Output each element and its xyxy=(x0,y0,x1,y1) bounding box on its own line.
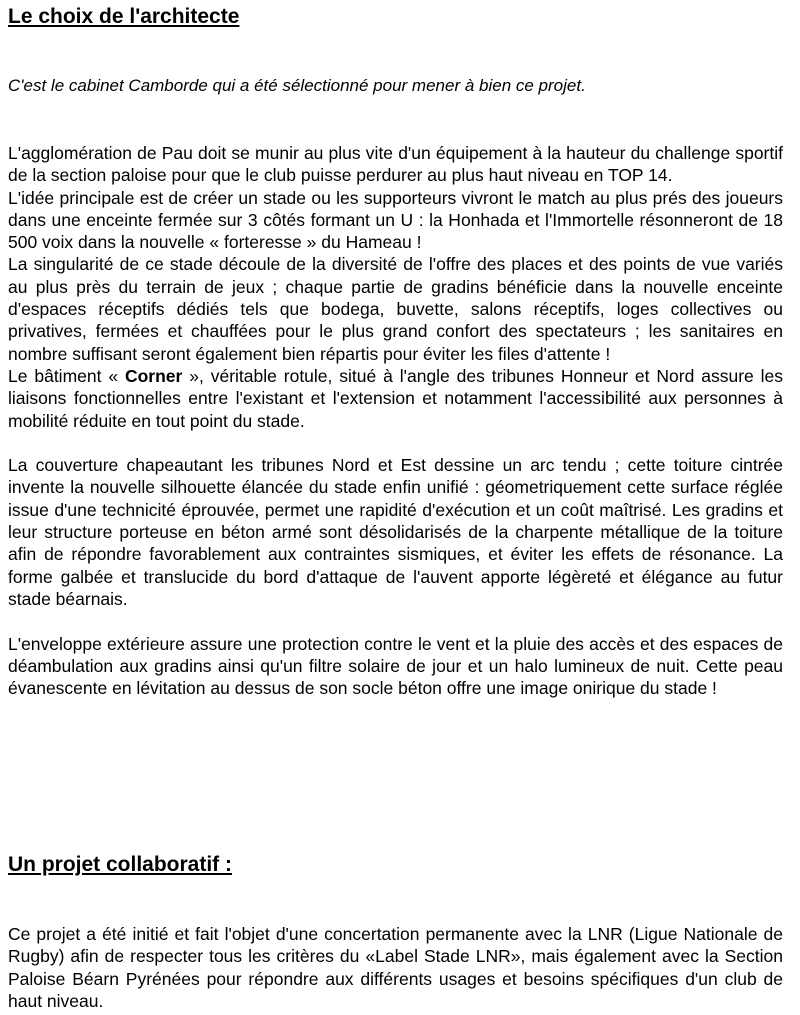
section-title-collaborative: Un projet collaboratif : xyxy=(8,853,233,876)
paragraph-gap xyxy=(8,432,783,454)
corner-text-after: », véritable rotule, situé à l'angle des tribunes Honneur et Nord assure les liaisons fonctionnelles entre l'existant et l'extension et notamment l'accessibilité aux personnes à mobilité réduite en tout point du stade. xyxy=(8,365,784,431)
paragraph-main-idea: L'idée principale est de créer un stade ou les supporteurs vivront le match au plus prés des joueurs dans une enceinte fermée sur 3 côtés formant un U : la Honhada et l'Immortelle résonneront de 18 500 voix dans la nouvelle « forteresse » du Hameau ! xyxy=(8,187,783,253)
paragraph-roof: La couverture chapeautant les tribunes Nord et Est dessine un arc tendu ; cette toiture cintrée invente la nouvelle silhouette élancée du stade enfin unifié : géometriquement cette surface réglée issue d'une technicité éprouvée, permet une rapidité d'exécution et un coût maîtrisé. Les gradins et leur structure porteuse en béton armé sont désolidarisés de la charpente métallique de la toiture afin de répondre favorablement aux contraintes sismiques, et éviter les effets de résonance. La forme galbée et translucide du bord d'attaque de l'auvent apporte légèreté et élégance au futur stade béarnais. xyxy=(8,455,783,609)
architect-body xyxy=(8,142,783,699)
intro-text: C'est le cabinet Camborde qui a été sélectionné pour mener à bien ce projet. xyxy=(8,76,586,95)
paragraph-gap xyxy=(8,610,783,632)
paragraph-corner xyxy=(8,365,783,432)
collaborative-body xyxy=(8,923,783,1012)
paragraph-agglomeration: L'agglomération de Pau doit se munir au plus vite d'un équipement à la hauteur du challenge sportif de la section paloise pour que le club puisse perdurer au plus haut niveau en TOP 14. xyxy=(8,143,783,186)
paragraph-collaboration: Ce projet a été initié et fait l'objet d'une concertation permanente avec la LNR (Ligue Nationale de Rugby) afin de respecter tous les critères du «Label Stade LNR», mais également avec la Section Paloise Béarn Pyrénées pour répondre aux différents usages et besoins spécifiques d'un club de haut niveau. xyxy=(8,924,783,1011)
section-title-architect: Le choix de l'architecte xyxy=(8,5,240,28)
corner-bold-word: Corner xyxy=(124,365,183,386)
paragraph-singularity: La singularité de ce stade découle de la diversité de l'offre des places et des points de vue variés au plus près du terrain de jeux ; chaque partie de gradins bénéficie dans la nouvelle enceinte d'espaces réceptifs dédiés tels que bodega, buvette, salons réceptifs, loges collectives ou privatives, fermées et chauffées pour le plus grand confort des spectateurs ; les sanitaires en nombre suffisant seront également bien répartis pour éviter les files d'attente ! xyxy=(8,254,783,364)
paragraph-envelope: L'enveloppe extérieure assure une protection contre le vent et la pluie des accès et des espaces de déambulation aux gradins ainsi qu'un filtre solaire de jour et un halo lumineux de nuit. Cette peau évanescente en lévitation au dessus de son socle béton offre une image onirique du stade ! xyxy=(8,633,783,699)
corner-text-before: Le bâtiment « xyxy=(8,365,125,386)
